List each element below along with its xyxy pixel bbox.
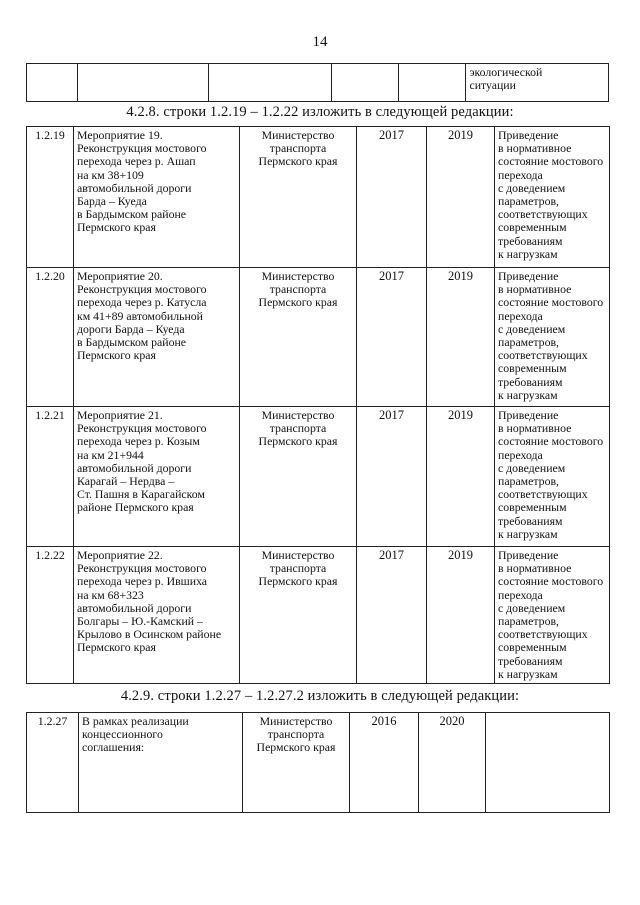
cell-end-year: 2020: [419, 713, 486, 813]
cell-start-year: 2016: [350, 713, 419, 813]
cell-start-year: [331, 64, 398, 102]
section-heading-4-2-8: 4.2.8. строки 1.2.19 – 1.2.22 изложить в следующей редакции:: [126, 104, 514, 120]
cell-ministry: Министерство транспорта Пермского края: [240, 268, 357, 407]
cell-ministry: Министерство транспорта Пермского края: [240, 407, 357, 547]
table-row: [27, 713, 610, 813]
table-top-fragment: [26, 63, 609, 102]
cell-code: [27, 64, 78, 102]
cell-result: Приведение в нормативное состояние мостового перехода с доведением параметров, соответствующих современным требованиям к нагрузкам: [495, 127, 610, 268]
cell-result: экологической ситуации: [466, 64, 609, 102]
table-row: [27, 407, 610, 547]
cell-end-year: 2019: [427, 547, 495, 684]
cell-measure: Мероприятие 19. Реконструкция мостового перехода через р. Ашап на км 38+109 автомобильной дороги Барда – Куеда в Бардымском районе Пермского края: [74, 127, 240, 268]
cell-end-year: 2019: [427, 407, 495, 547]
cell-result: [486, 713, 610, 813]
cell-measure: В рамках реализации концессионного соглашения:: [79, 713, 243, 813]
cell-ministry: Министерство транспорта Пермского края: [240, 547, 357, 684]
cell-end-year: 2019: [427, 268, 495, 407]
cell-code: 1.2.19: [27, 127, 74, 268]
cell-ministry: [208, 64, 331, 102]
cell-code: 1.2.21: [27, 407, 74, 547]
section-heading-4-2-9: 4.2.9. строки 1.2.27 – 1.2.27.2 изложить в следующей редакции:: [120, 688, 520, 704]
cell-code: 1.2.22: [27, 547, 74, 684]
table-row: [27, 268, 610, 407]
cell-result: Приведение в нормативное состояние мостового перехода с доведением параметров, соответствующих современным требованиям к нагрузкам: [495, 268, 610, 407]
table-rows-1-2-19-to-1-2-22: [26, 126, 610, 684]
cell-code: 1.2.20: [27, 268, 74, 407]
cell-measure: Мероприятие 20. Реконструкция мостового перехода через р. Катусла км 41+89 автомобильной дороги Барда – Куеда в Бардымском районе Пермского края: [74, 268, 240, 407]
table-row: [27, 547, 610, 684]
cell-start-year: 2017: [357, 407, 427, 547]
cell-result: Приведение в нормативное состояние мостового перехода с доведением параметров, соответствующих современным требованиям к нагрузкам: [495, 547, 610, 684]
cell-start-year: 2017: [357, 268, 427, 407]
page-number: 14: [312, 34, 328, 50]
cell-measure: [78, 64, 209, 102]
table-row-1-2-27: [26, 712, 610, 813]
cell-ministry: Министерство транспорта Пермского края: [240, 127, 357, 268]
cell-code: 1.2.27: [27, 713, 79, 813]
table-row: [27, 64, 609, 102]
table-row: [27, 127, 610, 268]
cell-end-year: 2019: [427, 127, 495, 268]
cell-ministry: Министерство транспорта Пермского края: [243, 713, 350, 813]
cell-start-year: 2017: [357, 127, 427, 268]
cell-end-year: [399, 64, 466, 102]
cell-measure: Мероприятие 21. Реконструкция мостового перехода через р. Козым на км 21+944 автомобильной дороги Карагай – Нердва – Ст. Пашня в Карагайском районе Пермского края: [74, 407, 240, 547]
cell-start-year: 2017: [357, 547, 427, 684]
cell-result: Приведение в нормативное состояние мостового перехода с доведением параметров, соответствующих современным требованиям к нагрузкам: [495, 407, 610, 547]
cell-measure: Мероприятие 22. Реконструкция мостового перехода через р. Ившиха на км 68+323 автомобильной дороги Болгары – Ю.-Камский – Крылово в Осинском районе Пермского края: [74, 547, 240, 684]
